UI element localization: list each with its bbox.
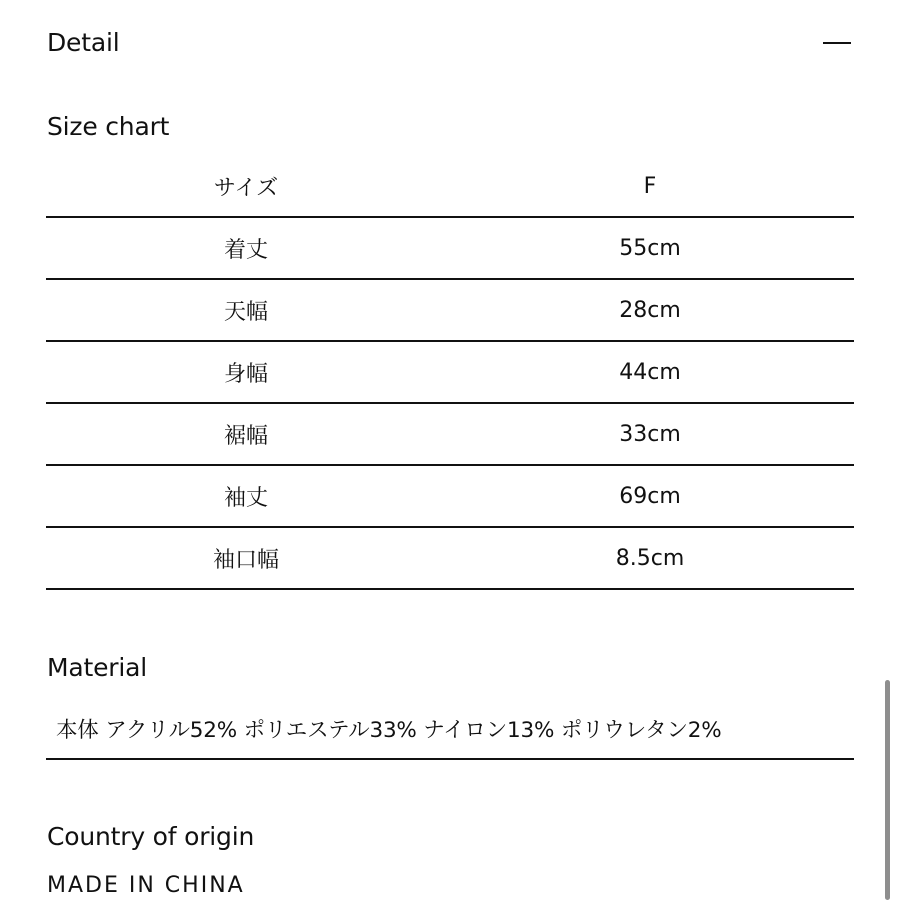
divider: [46, 758, 854, 760]
material-title: Material: [47, 653, 147, 682]
measurement-label: 袖口幅: [212, 547, 279, 573]
table-row: [46, 279, 854, 341]
table-row: [46, 217, 854, 279]
measurement-value: 69cm: [619, 483, 681, 509]
measurement-value: 44cm: [619, 359, 681, 385]
detail-section-title[interactable]: Detail: [47, 28, 120, 57]
size-chart-title: Size chart: [47, 112, 170, 141]
measurement-label: 裾幅: [223, 423, 268, 449]
size-header-label: サイズ: [213, 175, 279, 201]
minus-icon[interactable]: [823, 42, 851, 44]
measurement-label: 天幅: [223, 299, 268, 325]
table-header-row: [46, 156, 854, 217]
measurement-label: 袖丈: [223, 485, 268, 511]
measurement-value: 8.5cm: [615, 545, 685, 571]
table-row: [46, 341, 854, 403]
measurement-value: 55cm: [619, 235, 681, 261]
country-of-origin-title: Country of origin: [47, 822, 255, 851]
measurement-label: 身幅: [223, 361, 268, 387]
measurement-label: 着丈: [223, 237, 268, 263]
size-header-value: F: [643, 173, 657, 199]
measurement-value: 28cm: [619, 297, 681, 323]
material-composition: 本体 アクリル52% ポリエステル33% ナイロン13% ポリウレタン2%: [56, 718, 722, 743]
size-chart-table: [46, 156, 854, 590]
country-of-origin-value: MADE IN CHINA: [47, 873, 245, 898]
measurement-value: 33cm: [619, 421, 681, 447]
vertical-scrollbar[interactable]: [885, 680, 890, 900]
table-row: [46, 403, 854, 465]
table-row: [46, 527, 854, 589]
table-row: [46, 465, 854, 527]
